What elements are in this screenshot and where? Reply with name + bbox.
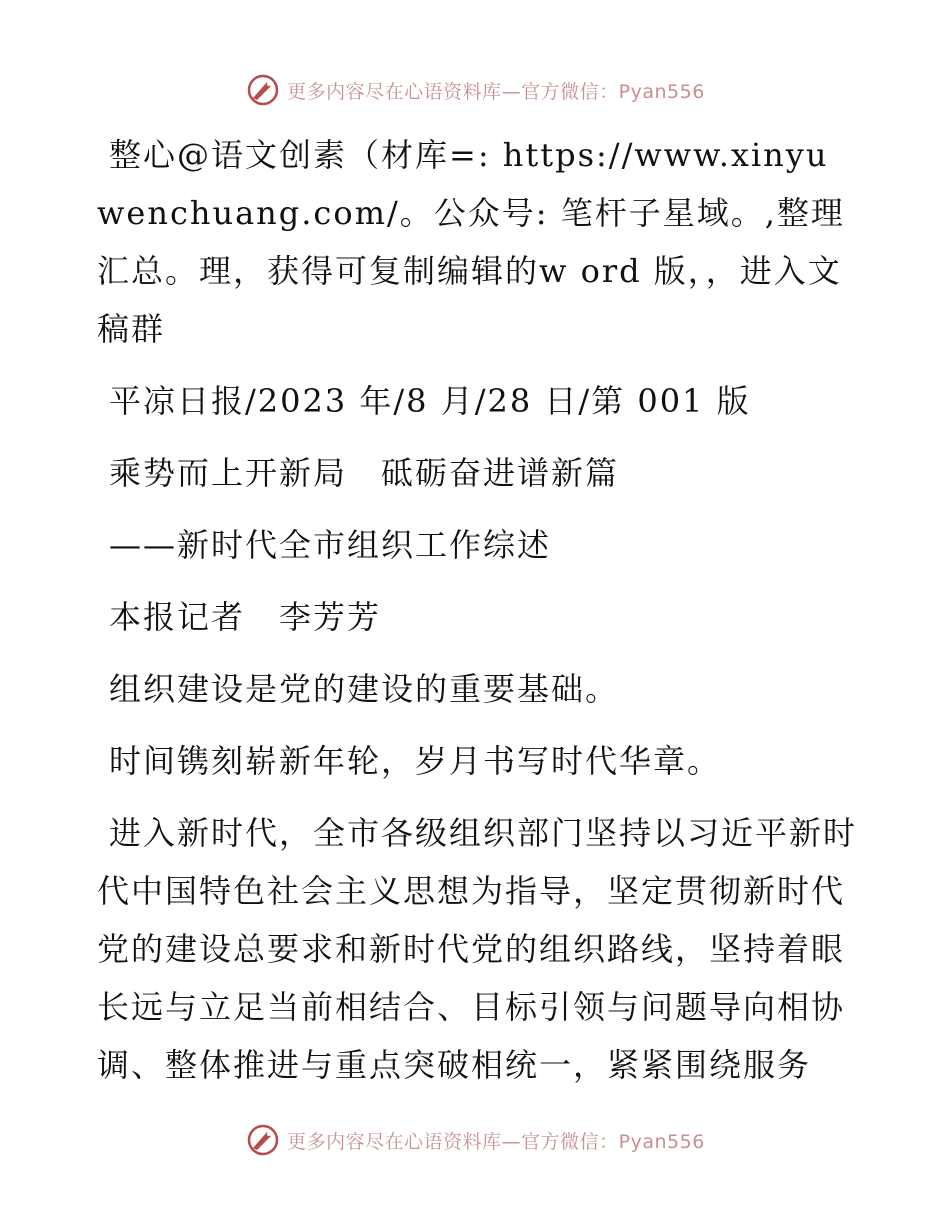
publication-line: 平凉日报/2023 年/8 月/28 日/第 001 版 (109, 382, 751, 420)
source-note-paragraph: 整心@语文创素（材库=: https://www.xinyuwenchuang.com/。公众号: 笔杆子星域。,整理汇总。理，获得可复制编辑的w ord 版，，进入文稿群 (97, 136, 845, 348)
pen-nib-logo-icon (245, 1122, 281, 1158)
body-paragraph: 组织建设是党的建设的重要基础。 (109, 670, 620, 708)
article-title: 乘势而上开新局 砥砺奋进谱新篇 (109, 454, 620, 492)
watermark-text: 更多内容尽在心语资料库—官方微信：Pyan556 (287, 1130, 705, 1153)
body-paragraph: 进入新时代，全市各级组织部门坚持以习近平新时代中国特色社会主义思想为指导，坚定贯彻新时代党的建设总要求和新时代党的组织路线，坚持着眼长远与立足当前相结合、目标引领与问题导向相协调、整体推进与重点突破相统一，紧紧围绕服务 (97, 814, 858, 1084)
pen-nib-logo-icon (245, 72, 281, 108)
document-body (97, 126, 857, 1108)
footer-watermark (0, 1120, 950, 1160)
header-watermark (0, 70, 950, 110)
byline: 本报记者 李芳芳 (109, 598, 382, 636)
body-paragraph: 时间镌刻崭新年轮，岁月书写时代华章。 (109, 742, 722, 780)
article-subtitle: ——新时代全市组织工作综述 (109, 526, 552, 564)
watermark-text: 更多内容尽在心语资料库—官方微信：Pyan556 (287, 80, 705, 103)
